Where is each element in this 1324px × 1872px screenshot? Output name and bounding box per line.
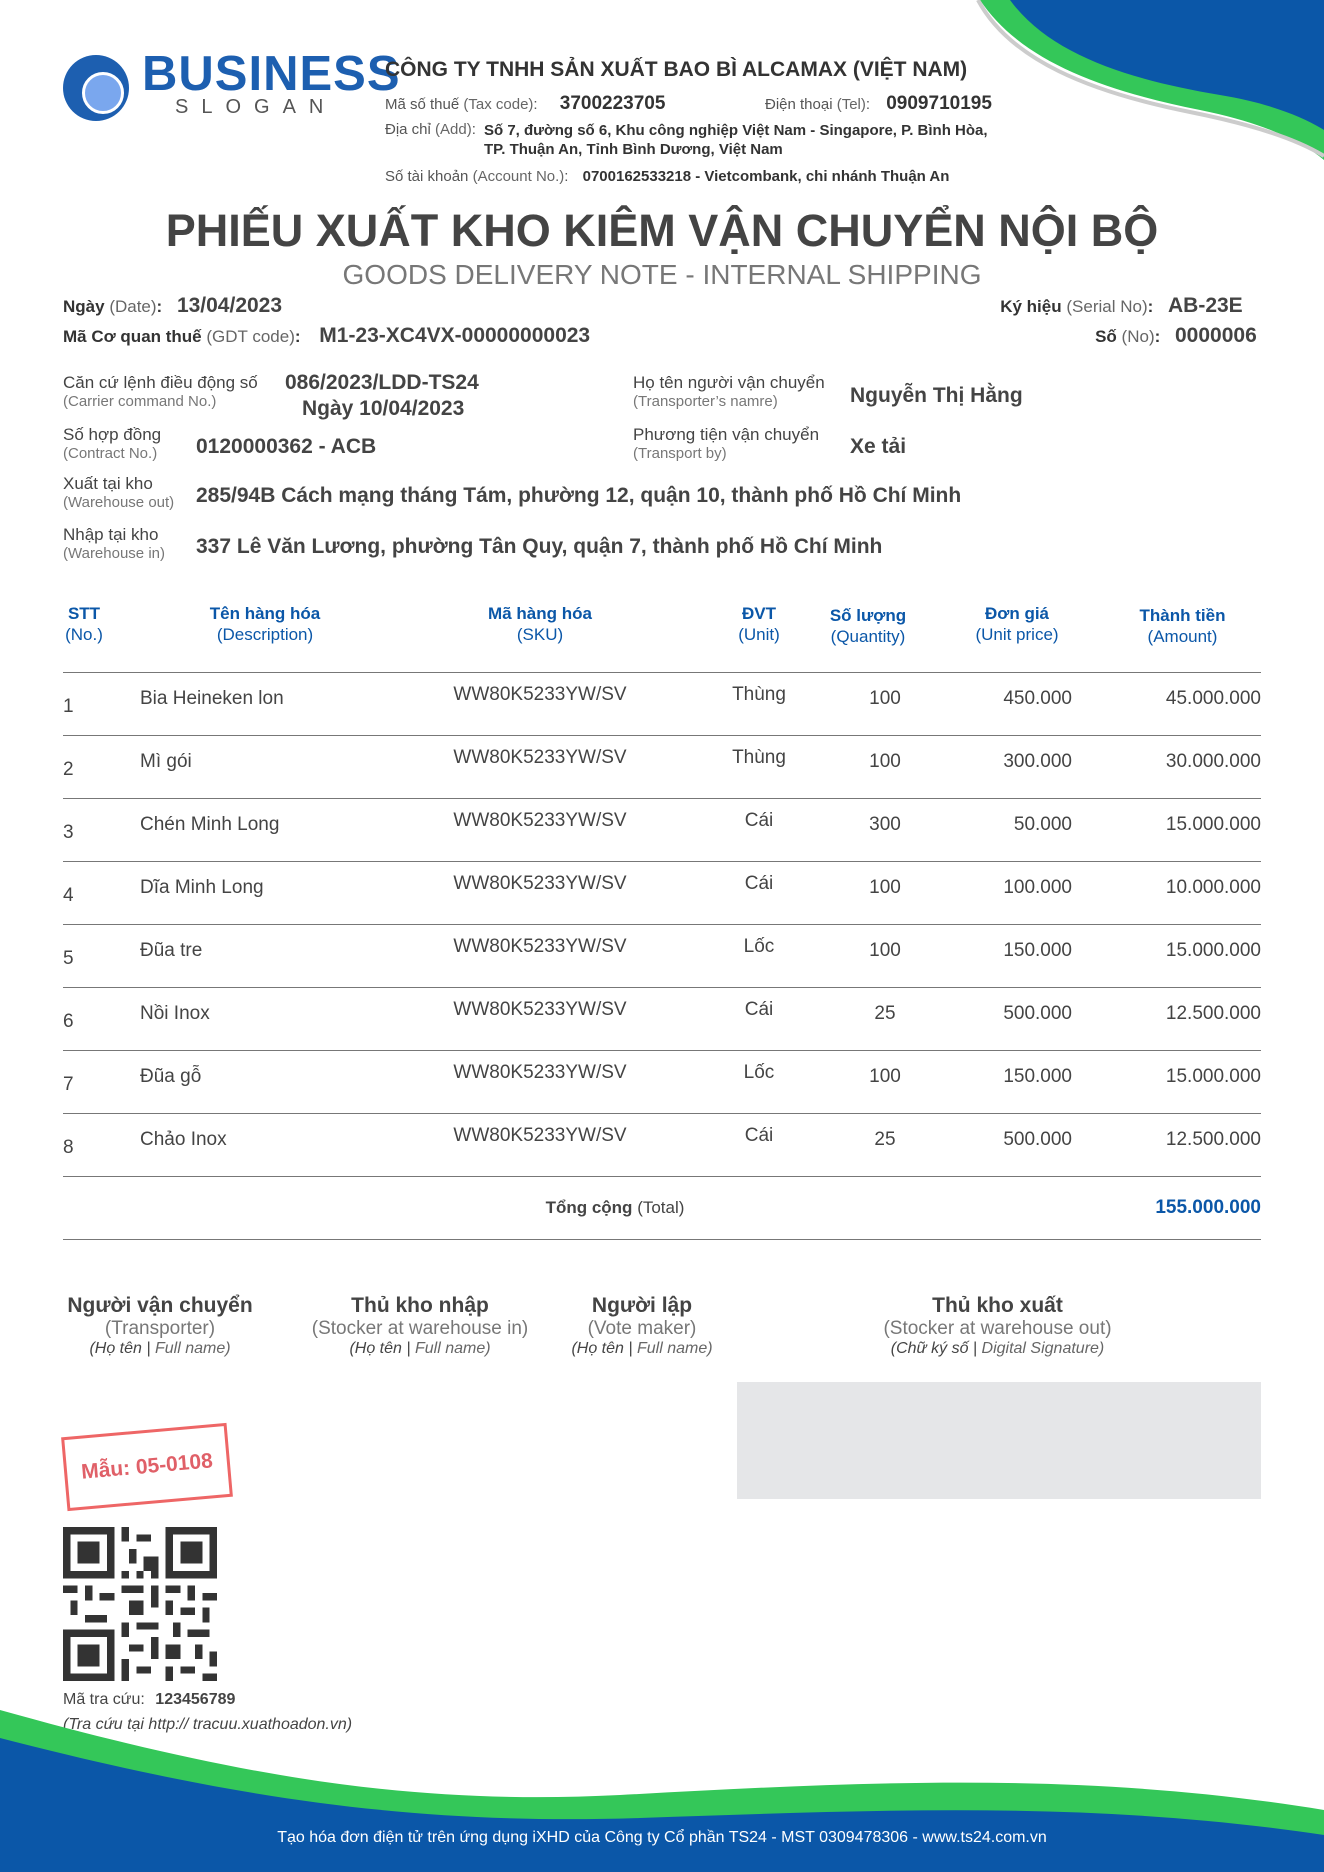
document-title: PHIẾU XUẤT KHO KIÊM VẬN CHUYỂN NỘI BỘ xyxy=(165,205,1159,256)
table-divider xyxy=(63,861,1261,862)
account: 0700162533218 - Vietcombank, chi nhánh Thuận An xyxy=(582,168,950,185)
cell-price: 500.000 xyxy=(1003,1129,1072,1150)
cell-price: 150.000 xyxy=(1003,940,1072,961)
table-divider xyxy=(63,1113,1261,1114)
cell-no: 6 xyxy=(63,1011,74,1032)
company-address: Số 7, đường số 6, Khu công nghiệp Việt Nam - Singapore, P. Bình Hòa, TP. Thuận An, Tỉnh Bình Dương, Việt Nam xyxy=(484,122,988,158)
cell-qty: 100 xyxy=(869,877,901,898)
cell-price: 300.000 xyxy=(1003,751,1072,772)
transporter-label: Họ tên người vận chuyển (Transporter’s namre) xyxy=(633,373,825,410)
signature-vote-maker: Người lập (Vote maker) (Họ tên | Full name) xyxy=(571,1294,713,1357)
footer-text: Tạo hóa đơn điện tử trên ứng dụng iXHD của Công ty Cổ phần TS24 - MST 0309478306 - www.ts24.com.vn xyxy=(277,1829,1047,1846)
cell-unit: Cái xyxy=(744,810,774,831)
cell-sku: WW80K5233YW/SV xyxy=(453,999,627,1020)
company-name: CÔNG TY TNHH SẢN XUẤT BAO BÌ ALCAMAX (VIỆT NAM) xyxy=(385,58,968,81)
cell-sku: WW80K5233YW/SV xyxy=(453,1062,627,1083)
cell-qty: 100 xyxy=(869,1066,901,1087)
logo-mark-inner xyxy=(82,72,124,114)
col-header-quantity: Số lượng (Quantity) xyxy=(829,606,907,646)
cell-no: 4 xyxy=(63,885,74,906)
serial-row: Ký hiệu (Serial No): AB-23E xyxy=(1000,294,1254,318)
total-label: Tổng cộng (Total) xyxy=(545,1198,685,1217)
cell-price: 150.000 xyxy=(1003,1066,1072,1087)
digital-signature-box xyxy=(737,1382,1261,1499)
cell-amount: 15.000.000 xyxy=(1165,1066,1261,1087)
cell-amount: 15.000.000 xyxy=(1165,940,1261,961)
number-value: 0000006 xyxy=(1175,324,1257,347)
logo-slogan: SLOGAN xyxy=(175,96,337,118)
col-header-description: Tên hàng hóa (Description) xyxy=(209,604,321,644)
cell-sku: WW80K5233YW/SV xyxy=(453,873,627,894)
cell-desc: Nồi Inox xyxy=(140,1003,210,1024)
warehouse-out-label: Xuất tại kho (Warehouse out) xyxy=(63,474,175,511)
cell-desc: Đũa gỗ xyxy=(140,1066,202,1087)
table-divider xyxy=(63,798,1261,799)
transport-value: Xe tải xyxy=(850,435,907,458)
form-stamp: Mẫu: 05-0108 xyxy=(61,1423,233,1511)
transport-label: Phương tiện vận chuyển (Transport by) xyxy=(633,425,820,462)
cell-no: 3 xyxy=(63,822,74,843)
cell-amount: 12.500.000 xyxy=(1165,1003,1261,1024)
tel-row: Điện thoại (Tel): 0909710195 xyxy=(765,93,992,114)
lookup-code: 123456789 xyxy=(155,1691,236,1708)
signature-stocker-in: Thủ kho nhập (Stocker at warehouse in) (Họ tên | Full name) xyxy=(311,1294,529,1357)
lookup-note: (Tra cứu tại http:// tracuu.xuathoadon.vn) xyxy=(63,1716,353,1733)
cell-no: 5 xyxy=(63,948,74,969)
col-header-sku: Mã hàng hóa (SKU) xyxy=(488,604,592,644)
cell-sku: WW80K5233YW/SV xyxy=(453,684,627,705)
cell-unit: Lốc xyxy=(743,936,775,957)
cell-desc: Đũa tre xyxy=(140,940,203,961)
cell-sku: WW80K5233YW/SV xyxy=(453,936,627,957)
cell-qty: 25 xyxy=(874,1003,896,1024)
signature-transporter: Người vận chuyển (Transporter) (Họ tên | Full name) xyxy=(67,1294,253,1357)
cell-qty: 25 xyxy=(874,1129,896,1150)
cell-sku: WW80K5233YW/SV xyxy=(453,1125,627,1146)
cell-amount: 30.000.000 xyxy=(1165,751,1261,772)
cell-price: 500.000 xyxy=(1003,1003,1072,1024)
table-divider xyxy=(63,735,1261,736)
col-header-unit: ĐVT (Unit) xyxy=(738,604,780,644)
cell-unit: Lốc xyxy=(743,1062,775,1083)
warehouse-in-value: 337 Lê Văn Lương, phường Tân Quy, quận 7, thành phố Hồ Chí Minh xyxy=(196,535,883,558)
command-label: Căn cứ lệnh điều động số (Carrier command No.) xyxy=(63,373,258,410)
cell-unit: Thùng xyxy=(732,684,786,705)
col-header-unit-price: Đơn giá (Unit price) xyxy=(975,604,1059,644)
contract-value: 0120000362 - ACB xyxy=(196,435,377,458)
gdt-value: M1-23-XC4VX-00000000023 xyxy=(319,324,591,347)
tel: 0909710195 xyxy=(886,93,992,114)
transporter-value: Nguyễn Thị Hằng xyxy=(850,384,1023,407)
cell-unit: Thùng xyxy=(732,747,786,768)
cell-qty: 100 xyxy=(869,688,901,709)
serial-value: AB-23E xyxy=(1168,294,1243,317)
cell-amount: 10.000.000 xyxy=(1165,877,1261,898)
table-divider xyxy=(63,1176,1261,1177)
cell-qty: 100 xyxy=(869,751,901,772)
logo-text: BUSINESS xyxy=(142,47,401,101)
cell-unit: Cái xyxy=(744,999,774,1020)
date-value: 13/04/2023 xyxy=(176,294,283,317)
account-row: Số tài khoản (Account No.): 0700162533218 - Vietcombank, chi nhánh Thuận An xyxy=(385,168,950,185)
table-divider xyxy=(63,987,1261,988)
cell-sku: WW80K5233YW/SV xyxy=(453,810,627,831)
cell-amount: 15.000.000 xyxy=(1165,814,1261,835)
cell-desc: Chén Minh Long xyxy=(140,814,280,835)
table-divider xyxy=(63,1239,1261,1240)
tax-code: 3700223705 xyxy=(559,93,666,114)
cell-qty: 100 xyxy=(869,940,901,961)
cell-unit: Cái xyxy=(744,873,774,894)
cell-no: 7 xyxy=(63,1074,74,1095)
table-divider xyxy=(63,1050,1261,1051)
cell-no: 2 xyxy=(63,759,74,780)
address-label: Địa chỉ (Add): xyxy=(385,121,476,138)
document-subtitle: GOODS DELIVERY NOTE - INTERNAL SHIPPING xyxy=(342,259,982,290)
lookup-code-row: Mã tra cứu: 123456789 xyxy=(63,1691,236,1708)
cell-price: 450.000 xyxy=(1003,688,1072,709)
number-row: Số (No): 0000006 xyxy=(1095,324,1261,348)
cell-no: 1 xyxy=(63,696,74,717)
cell-unit: Cái xyxy=(744,1125,774,1146)
cell-desc: Mì gói xyxy=(140,751,192,772)
command-no: 086/2023/LDD-TS24 xyxy=(285,371,479,394)
cell-desc: Dĩa Minh Long xyxy=(140,877,264,898)
warehouse-out-value: 285/94B Cách mạng tháng Tám, phường 12, quận 10, thành phố Hồ Chí Minh xyxy=(196,484,962,507)
total-amount: 155.000.000 xyxy=(1155,1197,1261,1218)
tax-code-row: Mã số thuế (Tax code): 3700223705 xyxy=(385,93,666,114)
table-divider xyxy=(63,924,1261,925)
warehouse-in-label: Nhập tại kho (Warehouse in) xyxy=(63,525,165,562)
contract-label: Số hợp đồng (Contract No.) xyxy=(63,425,162,462)
cell-sku: WW80K5233YW/SV xyxy=(453,747,627,768)
date-row: Ngày (Date): 13/04/2023 xyxy=(63,294,283,317)
signature-stocker-out: Thủ kho xuất (Stocker at warehouse out) (Chữ ký số | Digital Signature) xyxy=(883,1294,1112,1357)
col-header-no: STT (No.) xyxy=(65,604,103,644)
qr-code-icon xyxy=(63,1527,217,1681)
cell-price: 50.000 xyxy=(1013,814,1072,835)
cell-desc: Bia Heineken lon xyxy=(140,688,284,709)
cell-no: 8 xyxy=(63,1137,74,1158)
cell-amount: 45.000.000 xyxy=(1165,688,1261,709)
cell-price: 100.000 xyxy=(1003,877,1072,898)
gdt-row: Mã Cơ quan thuế (GDT code): M1-23-XC4VX-00000000023 xyxy=(63,324,591,347)
command-date: Ngày 10/04/2023 xyxy=(302,397,465,420)
table-divider xyxy=(63,672,1261,673)
col-header-amount: Thành tiền (Amount) xyxy=(1139,606,1226,646)
cell-qty: 300 xyxy=(869,814,901,835)
cell-amount: 12.500.000 xyxy=(1165,1129,1261,1150)
cell-desc: Chảo Inox xyxy=(140,1129,227,1150)
